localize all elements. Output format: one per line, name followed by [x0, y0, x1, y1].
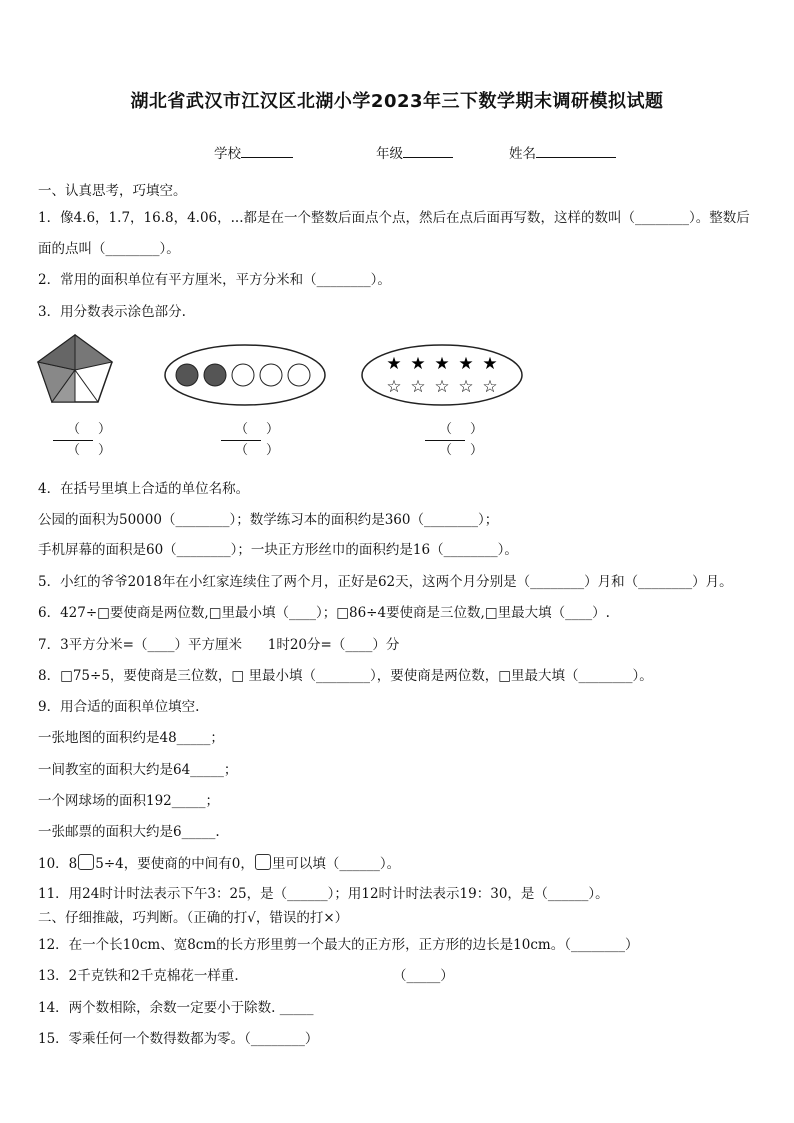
numerator-blank: （）	[439, 422, 502, 437]
grade-blank[interactable]	[403, 143, 453, 158]
name-blank[interactable]	[536, 143, 616, 158]
question-9-item-2: 一间教室的面积大约是64_____；	[38, 762, 238, 778]
question-3-figures	[30, 330, 530, 410]
digit-box[interactable]	[78, 854, 94, 870]
question-4-line-2: 手机屏幕的面积是60（________）；一块正方形丝巾的面积约是16（________）。	[38, 542, 518, 558]
page-title: 湖北省武汉市江汉区北湖小学2023年三下数学期末调研模拟试题	[130, 91, 664, 112]
question-6: 6．427÷□要使商是两位数,□里最小填（____）；□86÷4要使商是三位数,□里最大填（____）.	[38, 605, 610, 621]
name-label: 姓名	[509, 146, 536, 162]
fraction-answer-2[interactable]	[221, 422, 298, 459]
question-10-suffix: 里可以填（______）。	[271, 856, 401, 872]
denominator-blank: （）	[67, 443, 130, 458]
question-1-line-1: 1．像4.6，1.7，16.8，4.06，...都是在一个整数后面点个点，然后在点后面再写数，这样的数叫（________）。整数后	[38, 210, 750, 226]
svg-text:☆: ☆	[482, 377, 498, 397]
question-15: 15．零乘任何一个数得数都为零。（________）	[38, 1031, 319, 1047]
svg-text:☆: ☆	[386, 377, 402, 397]
question-13-blank[interactable]: （_____）	[393, 968, 454, 984]
question-13: 13．2千克铁和2千克棉花一样重.	[38, 968, 239, 984]
question-9-item-1: 一张地图的面积约是48_____；	[38, 730, 224, 746]
svg-text:☆: ☆	[458, 377, 474, 397]
question-9-item-4: 一张邮票的面积大约是6_____.	[38, 824, 220, 840]
question-11: 11．用24时计时法表示下午3：25，是（______）；用12时计时法表示19：30，是（______）。	[38, 886, 609, 902]
grade-field	[376, 142, 453, 162]
question-14: 14．两个数相除，余数一定要小于除数. _____	[38, 1000, 314, 1016]
svg-text:★: ★	[458, 354, 474, 374]
question-10	[38, 854, 400, 873]
question-10-prefix: 10．8	[38, 856, 78, 872]
question-4: 4．在括号里填上合适的单位名称。	[38, 481, 250, 497]
svg-text:★: ★	[386, 354, 402, 374]
fraction-answer-3[interactable]	[425, 422, 502, 459]
fraction-bar	[221, 440, 261, 441]
numerator-blank: （）	[67, 422, 130, 437]
question-9: 9．用合适的面积单位填空.	[38, 699, 200, 715]
stars-figure	[362, 345, 522, 405]
question-3: 3．用分数表示涂色部分.	[38, 304, 186, 320]
fraction-bar	[425, 440, 465, 441]
denominator-blank: （）	[439, 443, 502, 458]
numerator-blank: （）	[235, 422, 298, 437]
question-9-item-3: 一个网球场的面积192_____；	[38, 793, 220, 809]
question-5: 5．小红的爷爷2018年在小红家连续住了两个月，正好是62天，这两个月分别是（________）月和（________）月。	[38, 574, 733, 590]
question-4-line-1: 公园的面积为50000（________）；数学练习本的面积约是360（________）；	[38, 512, 499, 528]
svg-text:☆: ☆	[434, 377, 450, 397]
grade-label: 年级	[376, 146, 403, 162]
denominator-blank: （）	[235, 443, 298, 458]
question-2: 2．常用的面积单位有平方厘米，平方分米和（________）。	[38, 272, 391, 288]
svg-text:★: ★	[482, 354, 498, 374]
question-7: 7．3平方分米=（____）平方厘米 1时20分=（____）分	[38, 637, 400, 653]
fraction-bar	[53, 440, 93, 441]
question-1-line-2: 面的点叫（________）。	[38, 241, 180, 257]
question-8: 8．□75÷5，要使商是三位数，□ 里最小填（________），要使商是两位数，□里最大填（________）。	[38, 668, 653, 684]
section-1-heading: 一、认真思考，巧填空。	[38, 183, 187, 199]
svg-text:★: ★	[434, 354, 450, 374]
pentagon-figure	[38, 335, 112, 402]
section-2-heading: 二、仔细推敲，巧判断。（正确的打√，错误的打×）	[38, 910, 349, 926]
school-field	[214, 142, 293, 162]
question-12: 12．在一个长10cm、宽8cm的长方形里剪一个最大的正方形，正方形的边长是10cm。（________）	[38, 937, 639, 953]
question-10-middle: 5÷4，要使商的中间有0，	[95, 856, 254, 872]
svg-text:☆: ☆	[410, 377, 426, 397]
digit-box[interactable]	[255, 854, 271, 870]
name-field	[509, 142, 616, 162]
svg-text:★: ★	[410, 354, 426, 374]
school-label: 学校	[214, 146, 241, 162]
school-blank[interactable]	[241, 143, 293, 158]
fraction-answer-1[interactable]	[53, 422, 130, 459]
circles-figure	[165, 345, 325, 405]
